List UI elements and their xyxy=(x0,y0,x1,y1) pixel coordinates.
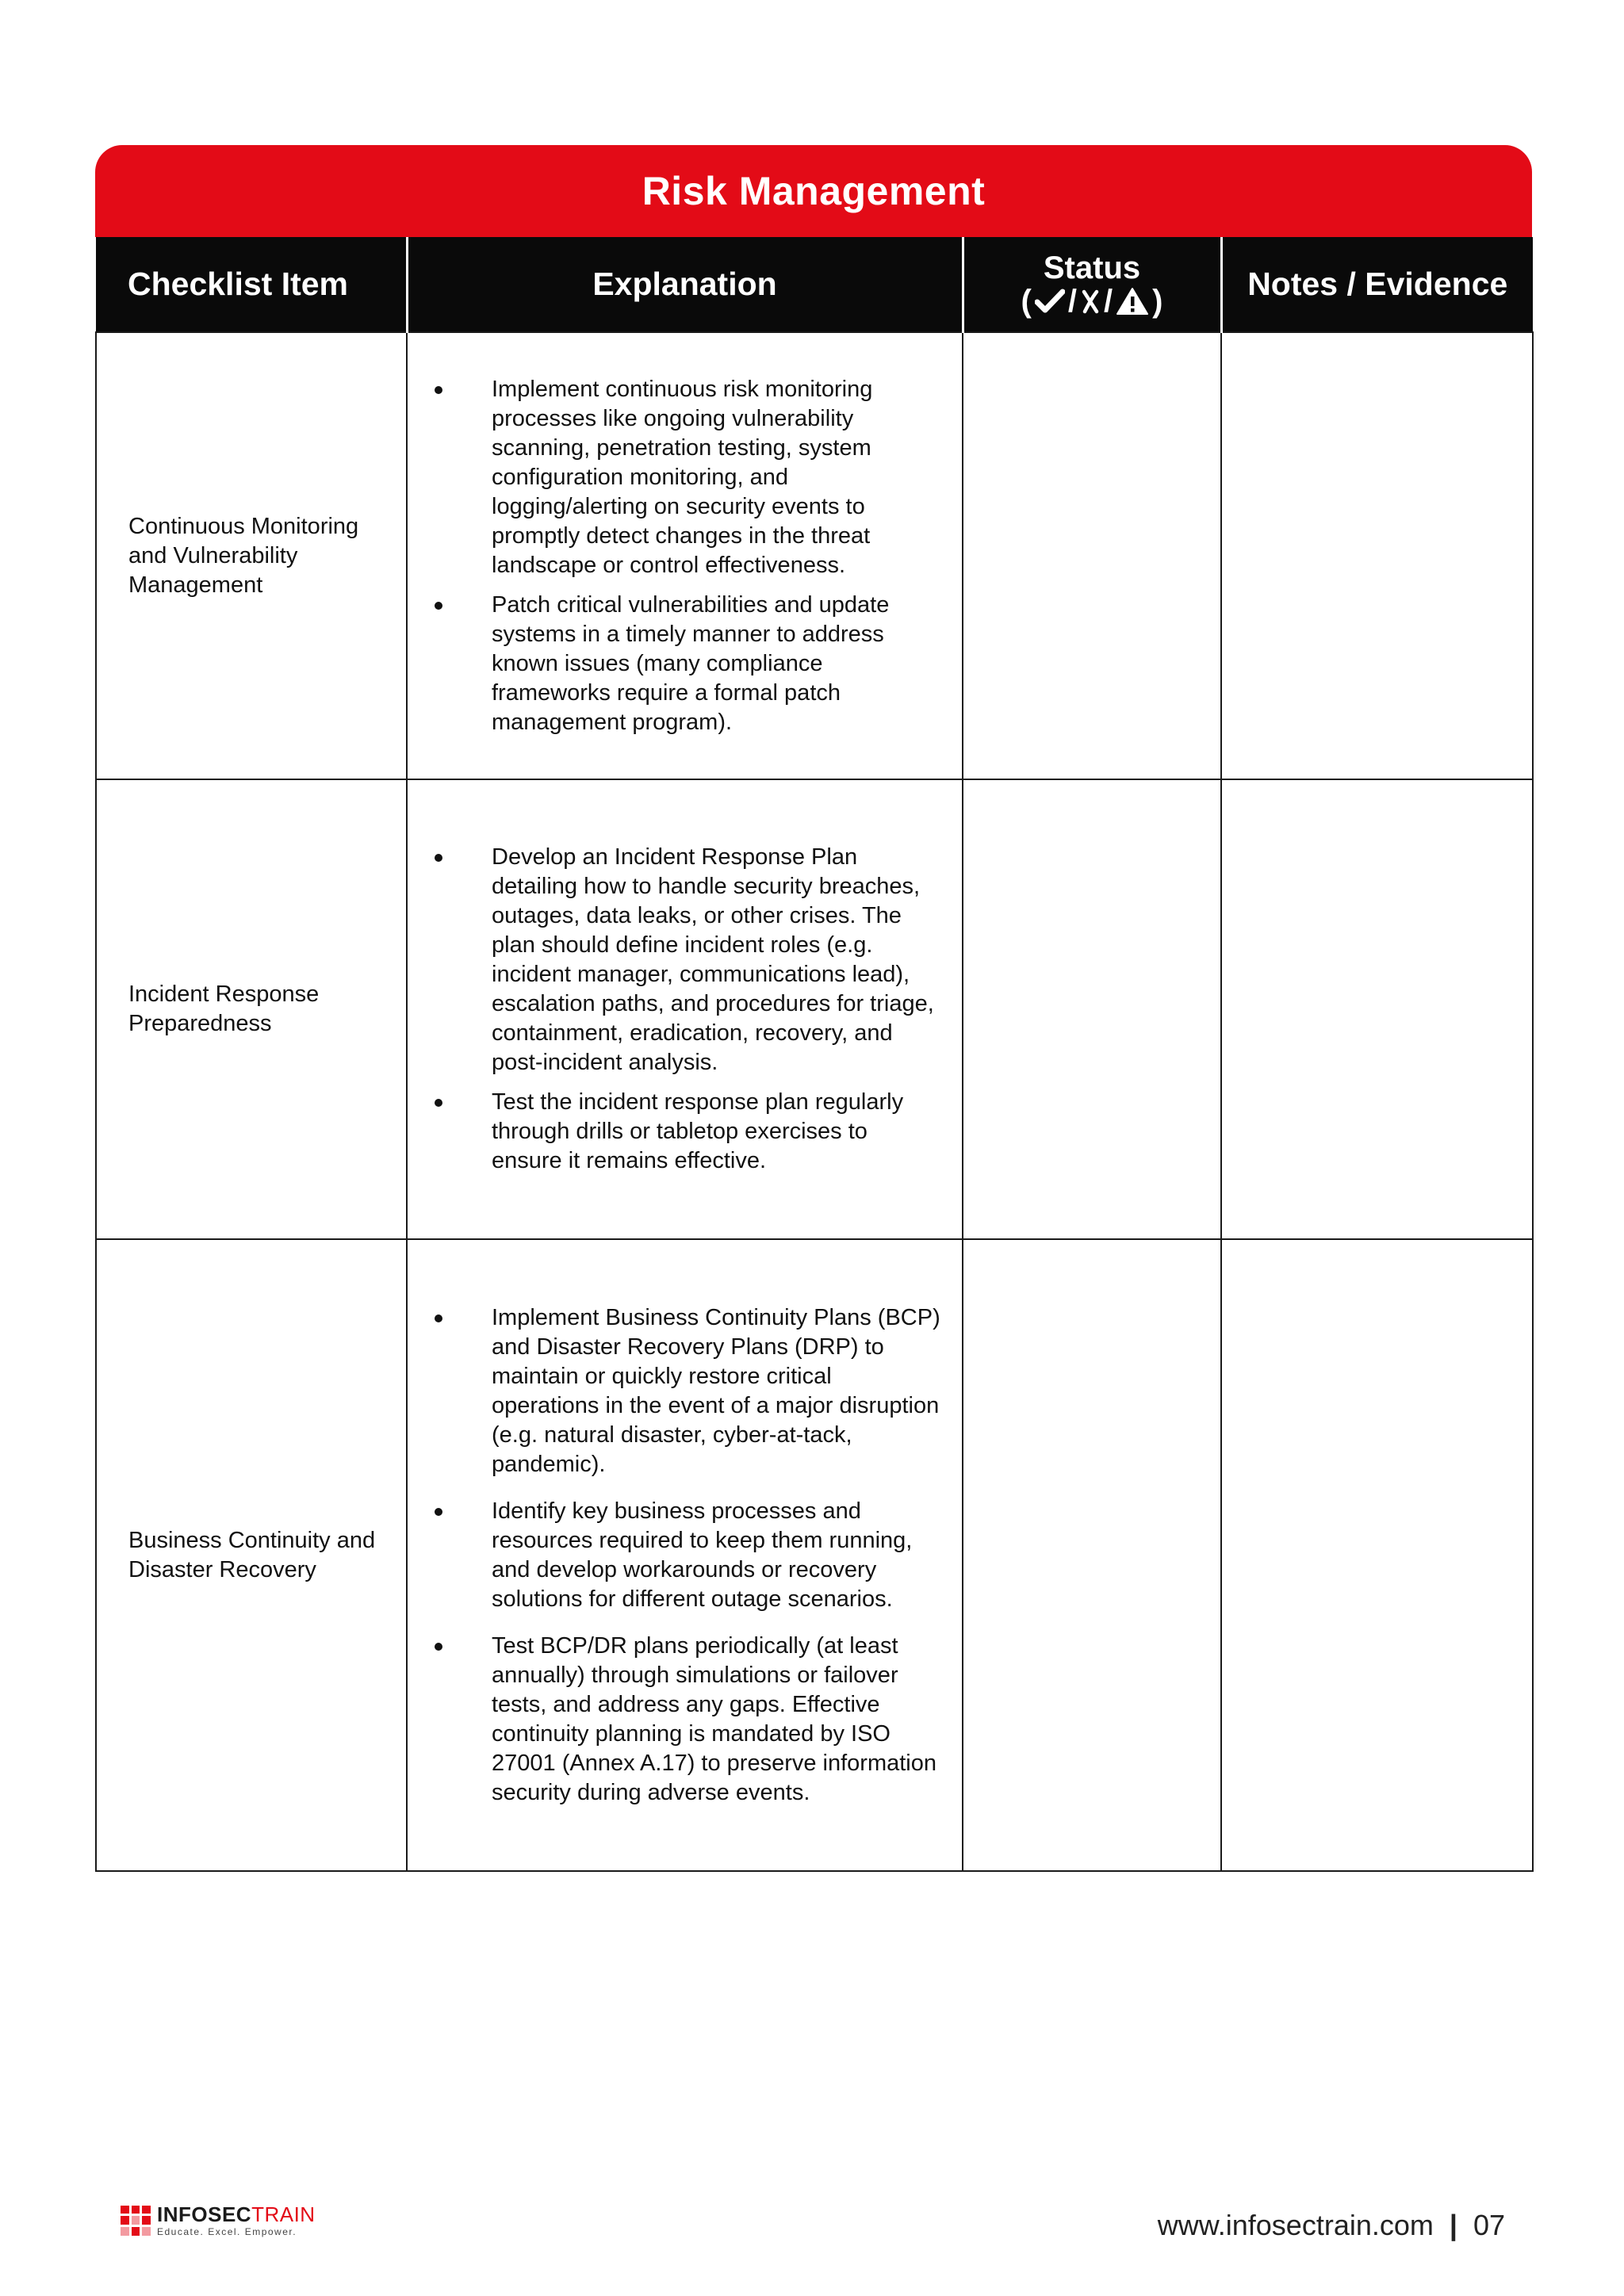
status-cell[interactable] xyxy=(963,1239,1221,1871)
notes-cell[interactable] xyxy=(1221,779,1533,1239)
infosectrain-logo xyxy=(121,2204,316,2237)
logo-text xyxy=(157,2204,316,2237)
logo-tagline: Educate. Excel. Empower. xyxy=(157,2226,297,2237)
table-row xyxy=(96,779,1533,1239)
footer-separator: | xyxy=(1449,2209,1457,2241)
table-row xyxy=(96,1239,1533,1871)
explanation-cell xyxy=(407,1239,963,1871)
notes-cell[interactable] xyxy=(1221,332,1533,779)
explanation-list xyxy=(425,375,943,737)
explanation-bullet: Test the incident response plan regularly through drills or tabletop exercises to ensure it remains effective. xyxy=(425,1088,943,1176)
website-link[interactable]: www.infosectrain.com xyxy=(1157,2209,1434,2241)
explanation-list xyxy=(425,843,943,1176)
header-explanation: Explanation xyxy=(407,237,963,332)
explanation-bullet: Identify key business processes and resources required to keep them running, and develop workarounds or recovery solutions for different outage scenarios. xyxy=(425,1497,943,1614)
explanation-bullet: Patch critical vulnerabilities and update systems in a timely manner to address known issues (many compliance frameworks require a formal patch management program). xyxy=(425,591,943,737)
close-paren: ) xyxy=(1152,283,1163,319)
status-cell[interactable] xyxy=(963,779,1221,1239)
notes-cell[interactable] xyxy=(1221,1239,1533,1871)
explanation-bullet: Test BCP/DR plans periodically (at least annually) through simulations or failover tests, and address any gaps. Effective continuity planning is mandated by ISO 27001 (Annex A.17) to preserve information security during adverse events. xyxy=(425,1632,943,1808)
header-row xyxy=(96,237,1533,332)
table-title: Risk Management xyxy=(95,145,1532,237)
warning-icon xyxy=(1116,287,1149,316)
header-status-label: Status xyxy=(1043,250,1141,285)
header-status xyxy=(963,237,1221,332)
status-cell[interactable] xyxy=(963,332,1221,779)
cross-icon xyxy=(1080,288,1101,315)
risk-management-table xyxy=(95,237,1534,1872)
open-paren: ( xyxy=(1021,283,1032,319)
logo-grid-icon xyxy=(121,2206,151,2236)
page-footer xyxy=(1158,2209,1505,2242)
header-notes-evidence: Notes / Evidence xyxy=(1221,237,1533,332)
header-checklist-item: Checklist Item xyxy=(96,237,407,332)
page-number: 07 xyxy=(1473,2209,1505,2241)
check-icon xyxy=(1035,288,1065,315)
slash-separator: / xyxy=(1104,283,1113,319)
logo-name: INFOSECTRAIN xyxy=(157,2202,316,2226)
checklist-item-cell: Incident Response Preparedness xyxy=(96,779,407,1239)
explanation-list xyxy=(425,1303,943,1808)
table-row xyxy=(96,332,1533,779)
slash-separator: / xyxy=(1067,283,1077,319)
checklist-table-container xyxy=(95,145,1532,1872)
checklist-item-cell: Business Continuity and Disaster Recovery xyxy=(96,1239,407,1871)
status-legend xyxy=(1021,285,1163,317)
explanation-bullet: Implement continuous risk monitoring processes like ongoing vulnerability scanning, penetration testing, system configuration monitoring, and logging/alerting on security events to promptly detect changes in the threat landscape or control effectiveness. xyxy=(425,375,943,580)
explanation-cell xyxy=(407,779,963,1239)
checklist-item-cell: Continuous Monitoring and Vulnerability Management xyxy=(96,332,407,779)
explanation-cell xyxy=(407,332,963,779)
explanation-bullet: Implement Business Continuity Plans (BCP) and Disaster Recovery Plans (DRP) to maintain or quickly restore critical operations in the event of a major disruption (e.g. natural disaster, cyber-at-tack, pandemic). xyxy=(425,1303,943,1479)
explanation-bullet: Develop an Incident Response Plan detailing how to handle security breaches, outages, data leaks, or other crises. The plan should define incident roles (e.g. incident manager, communications lead), escalation paths, and procedures for triage, containment, eradication, recovery, and post-incident analysis. xyxy=(425,843,943,1077)
